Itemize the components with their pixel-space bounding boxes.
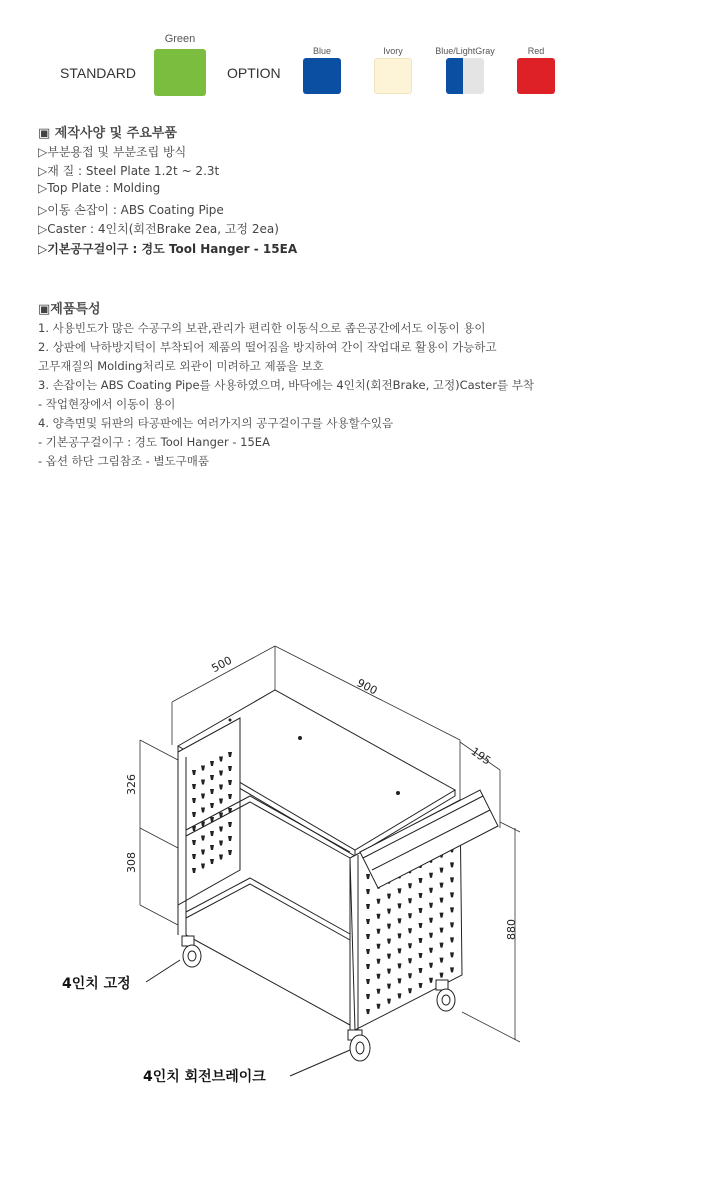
features-title: ▣제품특성 bbox=[38, 302, 101, 317]
caster-fixed-left bbox=[182, 936, 201, 967]
swatch-green[interactable] bbox=[154, 49, 206, 96]
spec-item: ▷Top Plate : Molding bbox=[38, 181, 161, 195]
dim-height: 880 bbox=[505, 919, 518, 940]
swatch-green-label: Green bbox=[164, 33, 196, 45]
feature-line: 2. 상판에 낙하방지턱이 부착되어 제품의 떨어짐을 방지하여 간이 작업대로 활용이 가능하고 bbox=[38, 340, 497, 354]
bottom-shelf bbox=[186, 878, 350, 1025]
spec-item: ▷기본공구걸이구 : 경도 Tool Hanger - 15EA bbox=[38, 242, 298, 256]
spec-item: ▷재 질 : Steel Plate 1.2t ~ 2.3t bbox=[38, 164, 220, 178]
swatch-blue[interactable] bbox=[303, 58, 341, 94]
swatch-red[interactable] bbox=[517, 58, 555, 94]
swatch-red-label: Red bbox=[527, 46, 545, 56]
option-label: OPTION bbox=[227, 65, 281, 81]
feature-line: 고무재질의 Molding처리로 외관이 미려하고 제품을 보호 bbox=[38, 359, 324, 373]
callout-fixed-caster: 4인치 고정 bbox=[62, 976, 131, 992]
feature-line: - 작업현장에서 이동이 용이 bbox=[38, 397, 176, 411]
caster-fixed-right bbox=[436, 980, 455, 1011]
swatch-ivory[interactable] bbox=[374, 58, 412, 94]
dim-shelf2: 308 bbox=[125, 852, 138, 873]
caster-brake bbox=[348, 1030, 370, 1061]
swatch-ivory-label: Ivory bbox=[383, 46, 403, 56]
spec-item: ▷부분용접 및 부분조립 방식 bbox=[38, 145, 187, 159]
feature-line: 3. 손잡이는 ABS Coating Pipe를 사용하였으며, 바닥에는 4인치(회전Brake, 고정)Caster를 부착 bbox=[38, 378, 534, 392]
dim-depth: 500 bbox=[209, 653, 235, 676]
swatch-blue-lightgray-label: Blue/LightGray bbox=[435, 46, 495, 56]
spec-title: ▣ 제작사양 및 주요부품 bbox=[38, 126, 177, 141]
spec-item: ▷Caster : 4인치(회전Brake 2ea, 고정 2ea) bbox=[38, 222, 279, 236]
dim-shelf1: 326 bbox=[125, 774, 138, 795]
tool-cart-drawing bbox=[0, 630, 709, 1100]
spec-item: ▷이동 손잡이 : ABS Coating Pipe bbox=[38, 203, 224, 217]
dim-width: 900 bbox=[354, 676, 380, 698]
feature-line: 4. 양측면및 뒤판의 타공판에는 여러가지의 공구걸이구를 사용할수있음 bbox=[38, 416, 394, 430]
swatch-blue-lightgray[interactable] bbox=[446, 58, 484, 94]
dim-handle: 195 bbox=[468, 744, 494, 768]
swatch-blue-label: Blue bbox=[312, 46, 331, 56]
feature-line: - 기본공구걸이구 : 경도 Tool Hanger - 15EA bbox=[38, 435, 270, 449]
callout-brake-caster: 4인치 회전브레이크 bbox=[143, 1069, 266, 1085]
feature-line: 1. 사용빈도가 많은 수공구의 보관,관리가 편리한 이동식으로 좁은공간에서도 이동이 용이 bbox=[38, 321, 486, 335]
standard-label: STANDARD bbox=[60, 65, 136, 81]
feature-line: - 옵션 하단 그림참조 - 별도구매품 bbox=[38, 454, 209, 468]
